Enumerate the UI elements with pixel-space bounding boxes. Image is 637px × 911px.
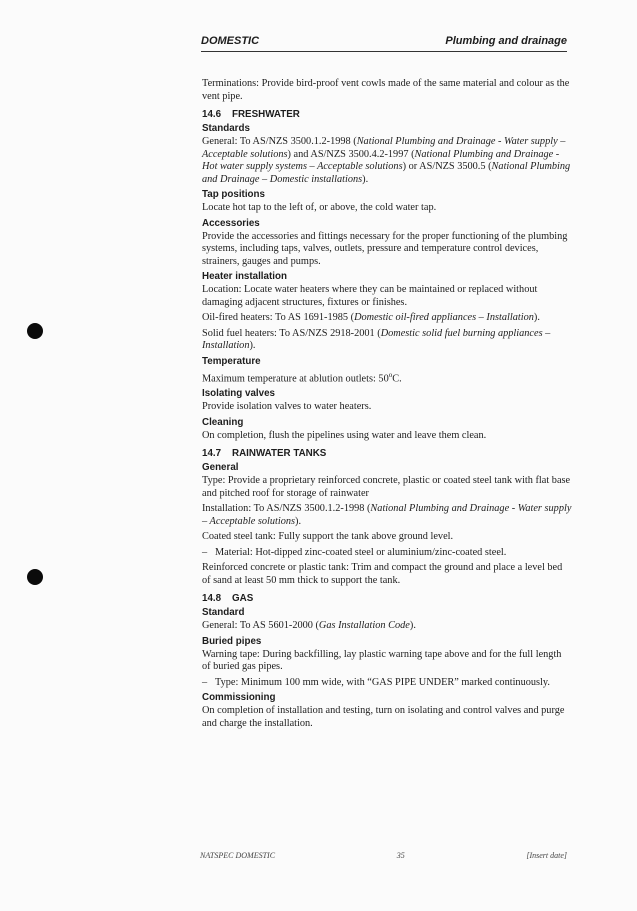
section-title: GAS — [232, 593, 254, 605]
tank-installation-paragraph: Installation: To AS/NZS 3500.1.2-1998 (National Plumbing and Drainage - Water supply – Acceptable solutions). — [202, 503, 572, 527]
page-number: 35 — [396, 851, 405, 860]
section-14-8-heading — [202, 593, 572, 605]
coated-steel-paragraph: Coated steel tank: Fully support the tank above ground level. — [202, 531, 454, 543]
isolating-valves-heading: Isolating valves — [202, 388, 275, 400]
general-heading: General — [202, 462, 239, 474]
page-content — [202, 78, 572, 733]
section-number: 14.6 — [202, 109, 222, 120]
solid-fuel-paragraph: Solid fuel heaters: To AS/NZS 2918-2001 (Domestic solid fuel burning appliances – Installation). — [202, 327, 551, 351]
warning-tape-paragraph: Warning tape: During backfilling, lay plastic warning tape above and for the full length of buried gas pipes. — [202, 648, 562, 673]
temperature-paragraph: Maximum temperature at ablution outlets: 50$^o$C. — [202, 370, 402, 384]
standards-paragraph: General: To AS/NZS 3500.1.2-1998 (National Plumbing and Drainage - Water supply – Acceptable solutions) and AS/NZS 3500.4.2-1997 (National Plumbing and Drainage - Hot water supply systems – Acceptable solutions) or AS/NZS 3500.5 (National Plumbing and Drainage – Domestic installations). — [202, 136, 571, 185]
commissioning-heading: Commissioning — [202, 692, 276, 704]
heater-location-paragraph: Location: Locate water heaters where they can be maintained or replaced without damaging adjacent structures, fixtures or finishes. — [202, 284, 538, 308]
footer-date: [Insert date] — [526, 851, 567, 860]
buried-pipes-heading: Buried pipes — [202, 635, 262, 647]
reinforced-concrete-paragraph: Reinforced concrete or plastic tank: Trim and compact the ground and place a level bed of sand at least 50 mm thick to support the tank. — [202, 562, 563, 586]
section-14-7-heading — [202, 448, 572, 460]
punch-hole-bottom — [27, 569, 43, 585]
footer-left: NATSPEC DOMESTIC — [200, 851, 276, 860]
tap-positions-heading: Tap positions — [202, 189, 265, 200]
tape-type-item: – Type: Minimum 100 mm wide, with “GAS PIPE UNDER” marked continuously. — [202, 677, 572, 690]
commissioning-paragraph: On completion of installation and testing, turn on isolating and control valves and purge and charge the installation. — [202, 705, 565, 729]
material-item: – Material: Hot-dipped zinc-coated steel or aluminium/zinc-coated steel. — [202, 547, 572, 560]
accessories-heading: Accessories — [202, 217, 260, 229]
isolating-valves-paragraph: Provide isolation valves to water heaters. — [202, 401, 372, 413]
cleaning-heading: Cleaning — [202, 416, 244, 428]
heater-installation-heading: Heater installation — [202, 271, 287, 282]
section-title: RAINWATER TANKS — [232, 448, 327, 460]
section-title: FRESHWATER — [232, 109, 300, 120]
page-footer — [200, 851, 567, 860]
terminations-paragraph: Terminations: Provide bird-proof vent cowls made of the same material and colour as the vent pipe. — [202, 78, 570, 102]
section-number: 14.7 — [202, 448, 222, 460]
section-14-6-heading — [202, 109, 572, 121]
cleaning-paragraph: On completion, flush the pipelines using water and leave them clean. — [202, 429, 487, 441]
gas-standard-paragraph: General: To AS 5601-2000 (Gas Installation Code). — [202, 620, 416, 632]
punch-hole-top — [27, 323, 43, 339]
page-header — [201, 35, 567, 52]
tank-type-paragraph: Type: Provide a proprietary reinforced concrete, plastic or coated steel tank with flat base and pitched roof for storage of rainwater — [202, 475, 571, 499]
header-right: Plumbing and drainage — [445, 35, 567, 47]
standard-heading: Standard — [202, 607, 245, 619]
temperature-heading: Temperature — [202, 355, 261, 367]
accessories-paragraph: Provide the accessories and fittings necessary for the proper functioning of the plumbing systems, including taps, valves, outlets, pressure and temperature control devices, strainers, gauges and pumps. — [202, 230, 568, 267]
oil-fired-paragraph: Oil-fired heaters: To AS 1691-1985 (Domestic oil-fired appliances – Installation). — [202, 312, 540, 323]
standards-heading: Standards — [202, 123, 250, 134]
tap-positions-paragraph: Locate hot tap to the left of, or above, the cold water tap. — [202, 202, 437, 213]
header-left: DOMESTIC — [201, 35, 260, 47]
section-number: 14.8 — [202, 593, 222, 605]
